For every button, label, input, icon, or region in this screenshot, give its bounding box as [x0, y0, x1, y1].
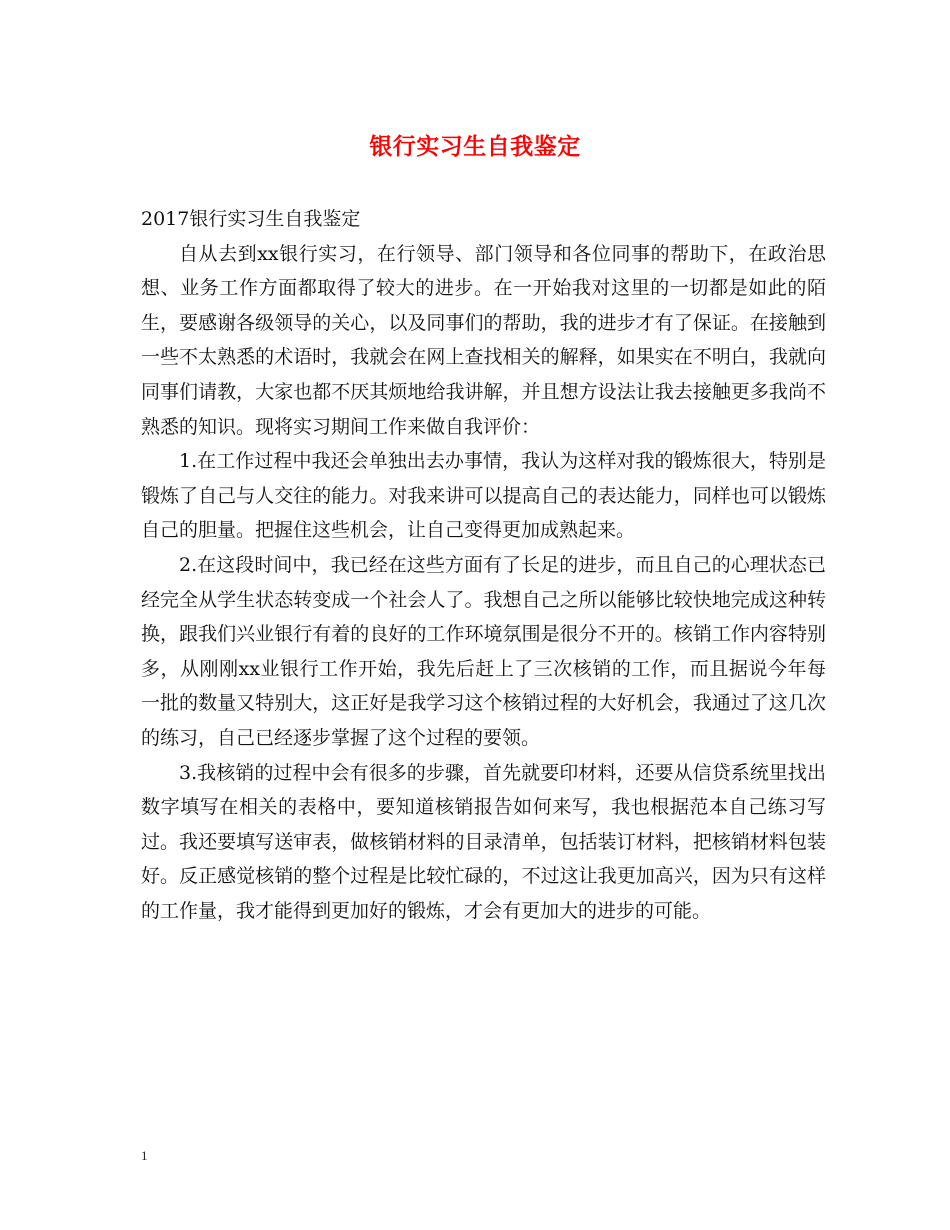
paragraph-intro: 自从去到xx银行实习，在行领导、部门领导和各位同事的帮助下，在政治思想、业务工作方面都取得了较大的进步。在一开始我对这里的一切都是如此的陌生，要感谢各级领导的关心，以及同事们的帮助，我的进步才有了保证。在接触到一些不太熟悉的术语时，我就会在网上查找相关的解释，如果实在不明白，我就向同事们请教，大家也都不厌其烦地给我讲解，并且想方设法让我去接触更多我尚不熟悉的知识。现将实习期间工作来做自我评价： — [141, 242, 826, 438]
paragraph-item-1: 1.在工作过程中我还会单独出去办事情，我认为这样对我的锻炼很大，特别是锻炼了自己与人交往的能力。对我来讲可以提高自己的表达能力，同样也可以锻炼自己的胆量。把握住这些机会，让自己变得更加成熟起来。 — [141, 450, 826, 542]
page-number: 1 — [141, 1148, 148, 1163]
paragraph-item-2: 2.在这段时间中，我已经在这些方面有了长足的进步，而且自己的心理状态已经完全从学生状态转变成一个社会人了。我想自己之所以能够比较快地完成这种转换，跟我们兴业银行有着的良好的工作环境氛围是很分不开的。核销工作内容特别多，从刚刚xx业银行工作开始，我先后赶上了三次核销的工作，而且据说今年每一批的数量又特别大，这正好是我学习这个核销过程的大好机会，我通过了这几次的练习，自己已经逐步掌握了这个过程的要领。 — [141, 553, 826, 749]
document-subtitle: 2017银行实习生自我鉴定 — [141, 208, 361, 230]
document-body — [141, 202, 826, 928]
paragraph-item-3: 3.我核销的过程中会有很多的步骤，首先就要印材料，还要从信贷系统里找出数字填写在相关的表格中，要知道核销报告如何来写，我也根据范本自己练习写过。我还要填写送审表，做核销材料的目录清单，包括装订材料，把核销材料包装好。反正感觉核销的整个过程是比较忙碌的，不过这让我更加高兴，因为只有这样的工作量，我才能得到更加好的锻炼，才会有更加大的进步的可能。 — [141, 761, 826, 922]
document-title: 银行实习生自我鉴定 — [369, 133, 581, 160]
